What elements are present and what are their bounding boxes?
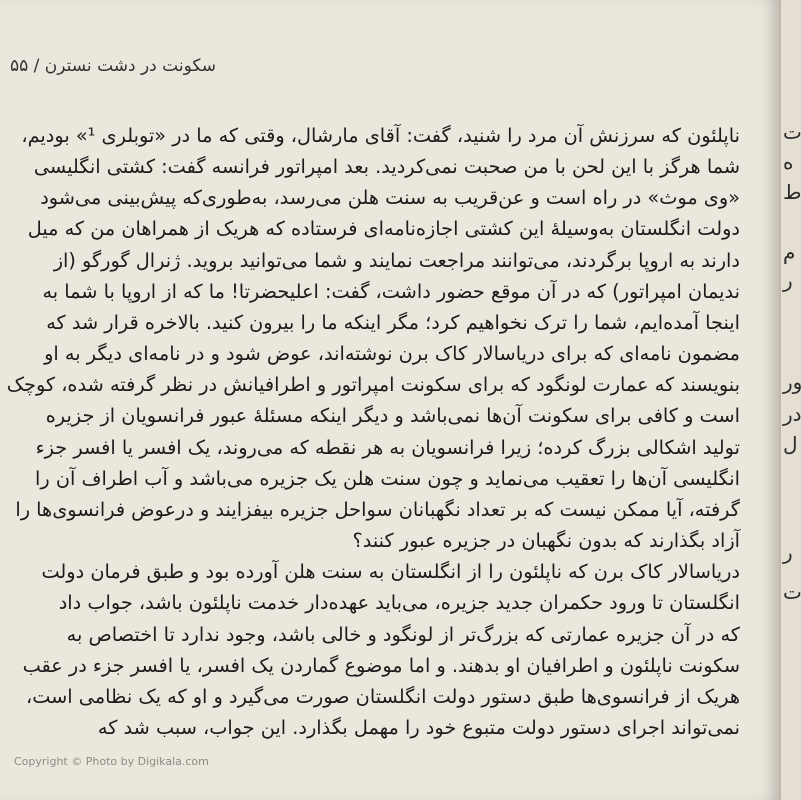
text-line: شما هرگز با این لحن با من صحبت نمی‌کردید. بعد امپراتور فرانسه گفت: کشتی انگلیسی xyxy=(33,155,740,179)
text-line: ندیمان امپراتور) که در آن موقع حضور داشت، گفت: اعلیحضرتا! ما که از اروپا با شما به xyxy=(42,279,740,303)
text-line: است و کافی برای سکونت آن‌ها نمی‌باشد و دیگر اینکه مسئلهٔ عبور فرانسویان از جزیره xyxy=(45,404,740,428)
adjacent-page-fragment: م xyxy=(783,240,796,264)
text-line: اینجا آمده‌ایم، شما را ترک نخواهیم کرد؛ مگر اینکه ما را بیرون کنید. بالاخره قرار شد که xyxy=(46,310,740,334)
text-line: انگلیسی آن‌ها را تعقیب می‌نماید و چون سنت هلن یک جزیره می‌باشد و آب اطراف آن را xyxy=(35,466,740,490)
adjacent-page-fragment: ط xyxy=(783,180,802,204)
text-line: که در آن جزیره عمارتی که بزرگ‌تر از لونگود و خالی باشد، وجود ندارد تا اختصاص به xyxy=(66,622,740,646)
text-line: دارند به اروپا برگردند، می‌توانند مراجعت نمایند و شما می‌توانید بروید. ژنرال گورگو (از xyxy=(53,248,740,272)
text-line: تولید اشکالی بزرگ کرده؛ زیرا فرانسویان به هر نقطه که می‌روند، یک افسر یا افسر جزء xyxy=(35,435,740,459)
text-line: «وی موث» در راه است و عن‌قریب به سنت هلن می‌رسد، به‌طوری‌که پیش‌بینی می‌شود xyxy=(40,186,740,210)
text-line: گرفته، آیا ممکن نیست که بر تعداد نگهبانان سواحل جزیره بیفزایند و درعوض فرانسوی‌ها را xyxy=(15,497,740,521)
adjacent-page-fragment: ل xyxy=(783,432,798,456)
text-line: سکونت ناپلئون و اطرافیان او بدهند. و اما موضوع گماردن یک افسر، یا افسر جزء در عقب xyxy=(22,653,740,677)
text-line: انگلستان تا ورود حکمران جدید جزیره، می‌باید عهده‌دار خدمت ناپلئون باشد، جواب داد xyxy=(58,591,740,615)
copyright-watermark: Copyright © Photo by Digikala.com xyxy=(14,755,209,768)
adjacent-page-fragment: ت xyxy=(783,120,802,144)
text-line: ناپلئون که سرزنش آن مرد را شنید، گفت: آقای مارشال، وقتی که ما در «توبلری ¹» بودیم، xyxy=(21,124,740,147)
running-head: سکونت در دشت نسترن / ۵۵ xyxy=(9,56,216,76)
adjacent-page-fragment: ر xyxy=(783,268,793,292)
adjacent-page-fragment: ه xyxy=(783,150,794,174)
adjacent-page-fragment: ت xyxy=(783,580,802,604)
adjacent-page-fragment: ر xyxy=(783,540,793,564)
adjacent-page-fragment: ور xyxy=(783,370,802,394)
adjacent-page-edge xyxy=(780,0,801,800)
text-line: آزاد بگذارند که بدون نگهبان در جزیره عبور کنند؟ xyxy=(352,529,740,553)
text-line: نمی‌تواند اجرای دستور دولت متبوع خود را مهمل بگذارد. این جواب، سبب شد که xyxy=(97,715,740,739)
text-line: هریک از فرانسوی‌ها طبق دستور دولت انگلستان صورت می‌گیرد و او که یک نظامی است، xyxy=(25,684,740,708)
adjacent-page-fragment: در xyxy=(783,402,802,426)
text-line: مضمون نامه‌ای که برای دریاسالار کاک برن نوشته‌اند، عوض شود و در نامه‌ای دیگر به او xyxy=(44,342,740,366)
text-line: دریاسالار کاک برن که ناپلئون را از انگلستان به سنت هلن آورده بود و طبق فرمان دولت xyxy=(41,560,740,584)
text-line: دولت انگلستان به‌وسیلهٔ این کشتی اجازه‌نامه‌ای فرستاده که هریک از همراهان من که میل xyxy=(27,217,740,241)
text-line: بنویسند که عمارت لونگود که برای سکونت امپراتور و اطرافیانش در نظر گرفته شده، کوچک xyxy=(6,373,740,397)
body-text xyxy=(6,120,740,743)
